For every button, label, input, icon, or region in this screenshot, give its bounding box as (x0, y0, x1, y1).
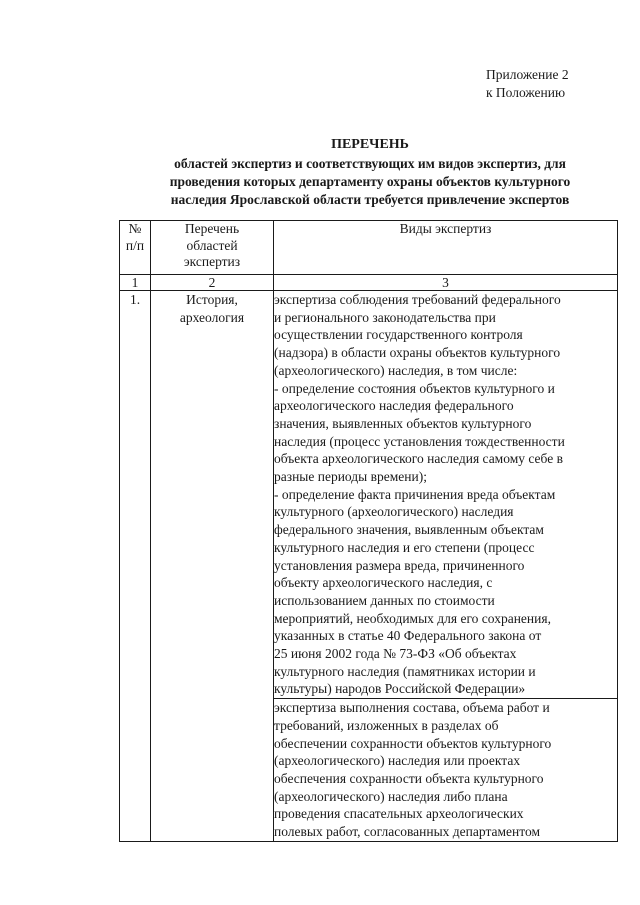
text-line: полевых работ, согласованных департаментом (274, 824, 541, 840)
text-line: осуществлении государственного контроля (274, 327, 523, 343)
text-line: археологического наследия федерального (274, 398, 514, 414)
text-line: требований, изложенных в разделах об (274, 717, 499, 733)
column-number-row (120, 275, 618, 291)
column-number-2: 2 (151, 275, 274, 291)
text-line: указанных в статье 40 Федерального закона от (274, 628, 542, 644)
appendix-label (486, 66, 569, 102)
row-number: 1. (120, 291, 151, 842)
header-number: № п/п (120, 221, 151, 275)
expertise-type-1 (274, 291, 618, 699)
text-line: - определение состояния объектов культурного и (274, 380, 555, 396)
text-line: культуры) народов Российской Федерации» (274, 681, 526, 697)
text-line: проведения спасательных археологических (274, 806, 524, 822)
text-line: объекту археологического наследия, с (274, 575, 493, 591)
table-header-row (120, 221, 618, 275)
table-row (120, 291, 618, 699)
text-line: экспертиза соблюдения требований федерального (274, 292, 561, 307)
text-line: установления размера вреда, причиненного (274, 557, 525, 573)
text-line: наследия (процесс установления тождественности (274, 433, 565, 449)
header-areas: Перечень областей экспертиз (151, 221, 274, 275)
title-line-2: проведения которых департаменту охраны объектов культурного (169, 174, 571, 189)
column-number-1: 1 (120, 275, 151, 291)
title-line-1: областей экспертиз и соответствующих им видов экспертиз, для (174, 156, 566, 171)
text-line: - определение факта причинения вреда объектам (274, 486, 556, 502)
text-line: (надзора) в области охраны объектов культурного (274, 345, 561, 361)
text-line: культурного наследия (памятниках истории и (274, 663, 536, 679)
header-types: Виды экспертиз (274, 221, 618, 275)
text-line: использованием данных по стоимости (274, 592, 495, 608)
text-line: 25 июня 2002 года № 73-ФЗ «Об объектах (274, 646, 517, 662)
text-line: значения, выявленных объектов культурного (274, 415, 532, 431)
text-line: мероприятий, необходимых для его сохранения, (274, 610, 551, 626)
text-line: (археологического) наследия или проектах (274, 753, 521, 769)
expertise-table (119, 220, 618, 842)
text-line: разные периоды времени); (274, 469, 427, 485)
text-line: и регионального законодательства при (274, 309, 496, 325)
document-title (120, 136, 620, 209)
text-line: (археологического) наследия, в том числе: (274, 362, 518, 378)
text-line: (археологического) наследия либо плана (274, 788, 508, 804)
text-line: федерального значения, выявленным объектам (274, 522, 544, 538)
text-line: экспертиза выполнения состава, объема работ и (274, 700, 550, 716)
appendix-line-2: к Положению (486, 85, 566, 100)
text-line: объекта археологического наследия самому себе в (274, 451, 563, 467)
text-line: обеспечении сохранности объектов культурного (274, 735, 552, 751)
expertise-type-2 (274, 699, 618, 842)
appendix-line-1: Приложение 2 (486, 67, 569, 82)
title-line-3: наследия Ярославской области требуется привлечение экспертов (170, 192, 570, 207)
column-number-3: 3 (274, 275, 618, 291)
text-line: культурного наследия и его степени (процесс (274, 539, 535, 555)
row-area: История, археология (151, 291, 274, 842)
text-line: обеспечения сохранности объекта культурного (274, 770, 544, 786)
title-heading: ПЕРЕЧЕНЬ (331, 137, 409, 152)
text-line: культурного (археологического) наследия (274, 504, 514, 520)
